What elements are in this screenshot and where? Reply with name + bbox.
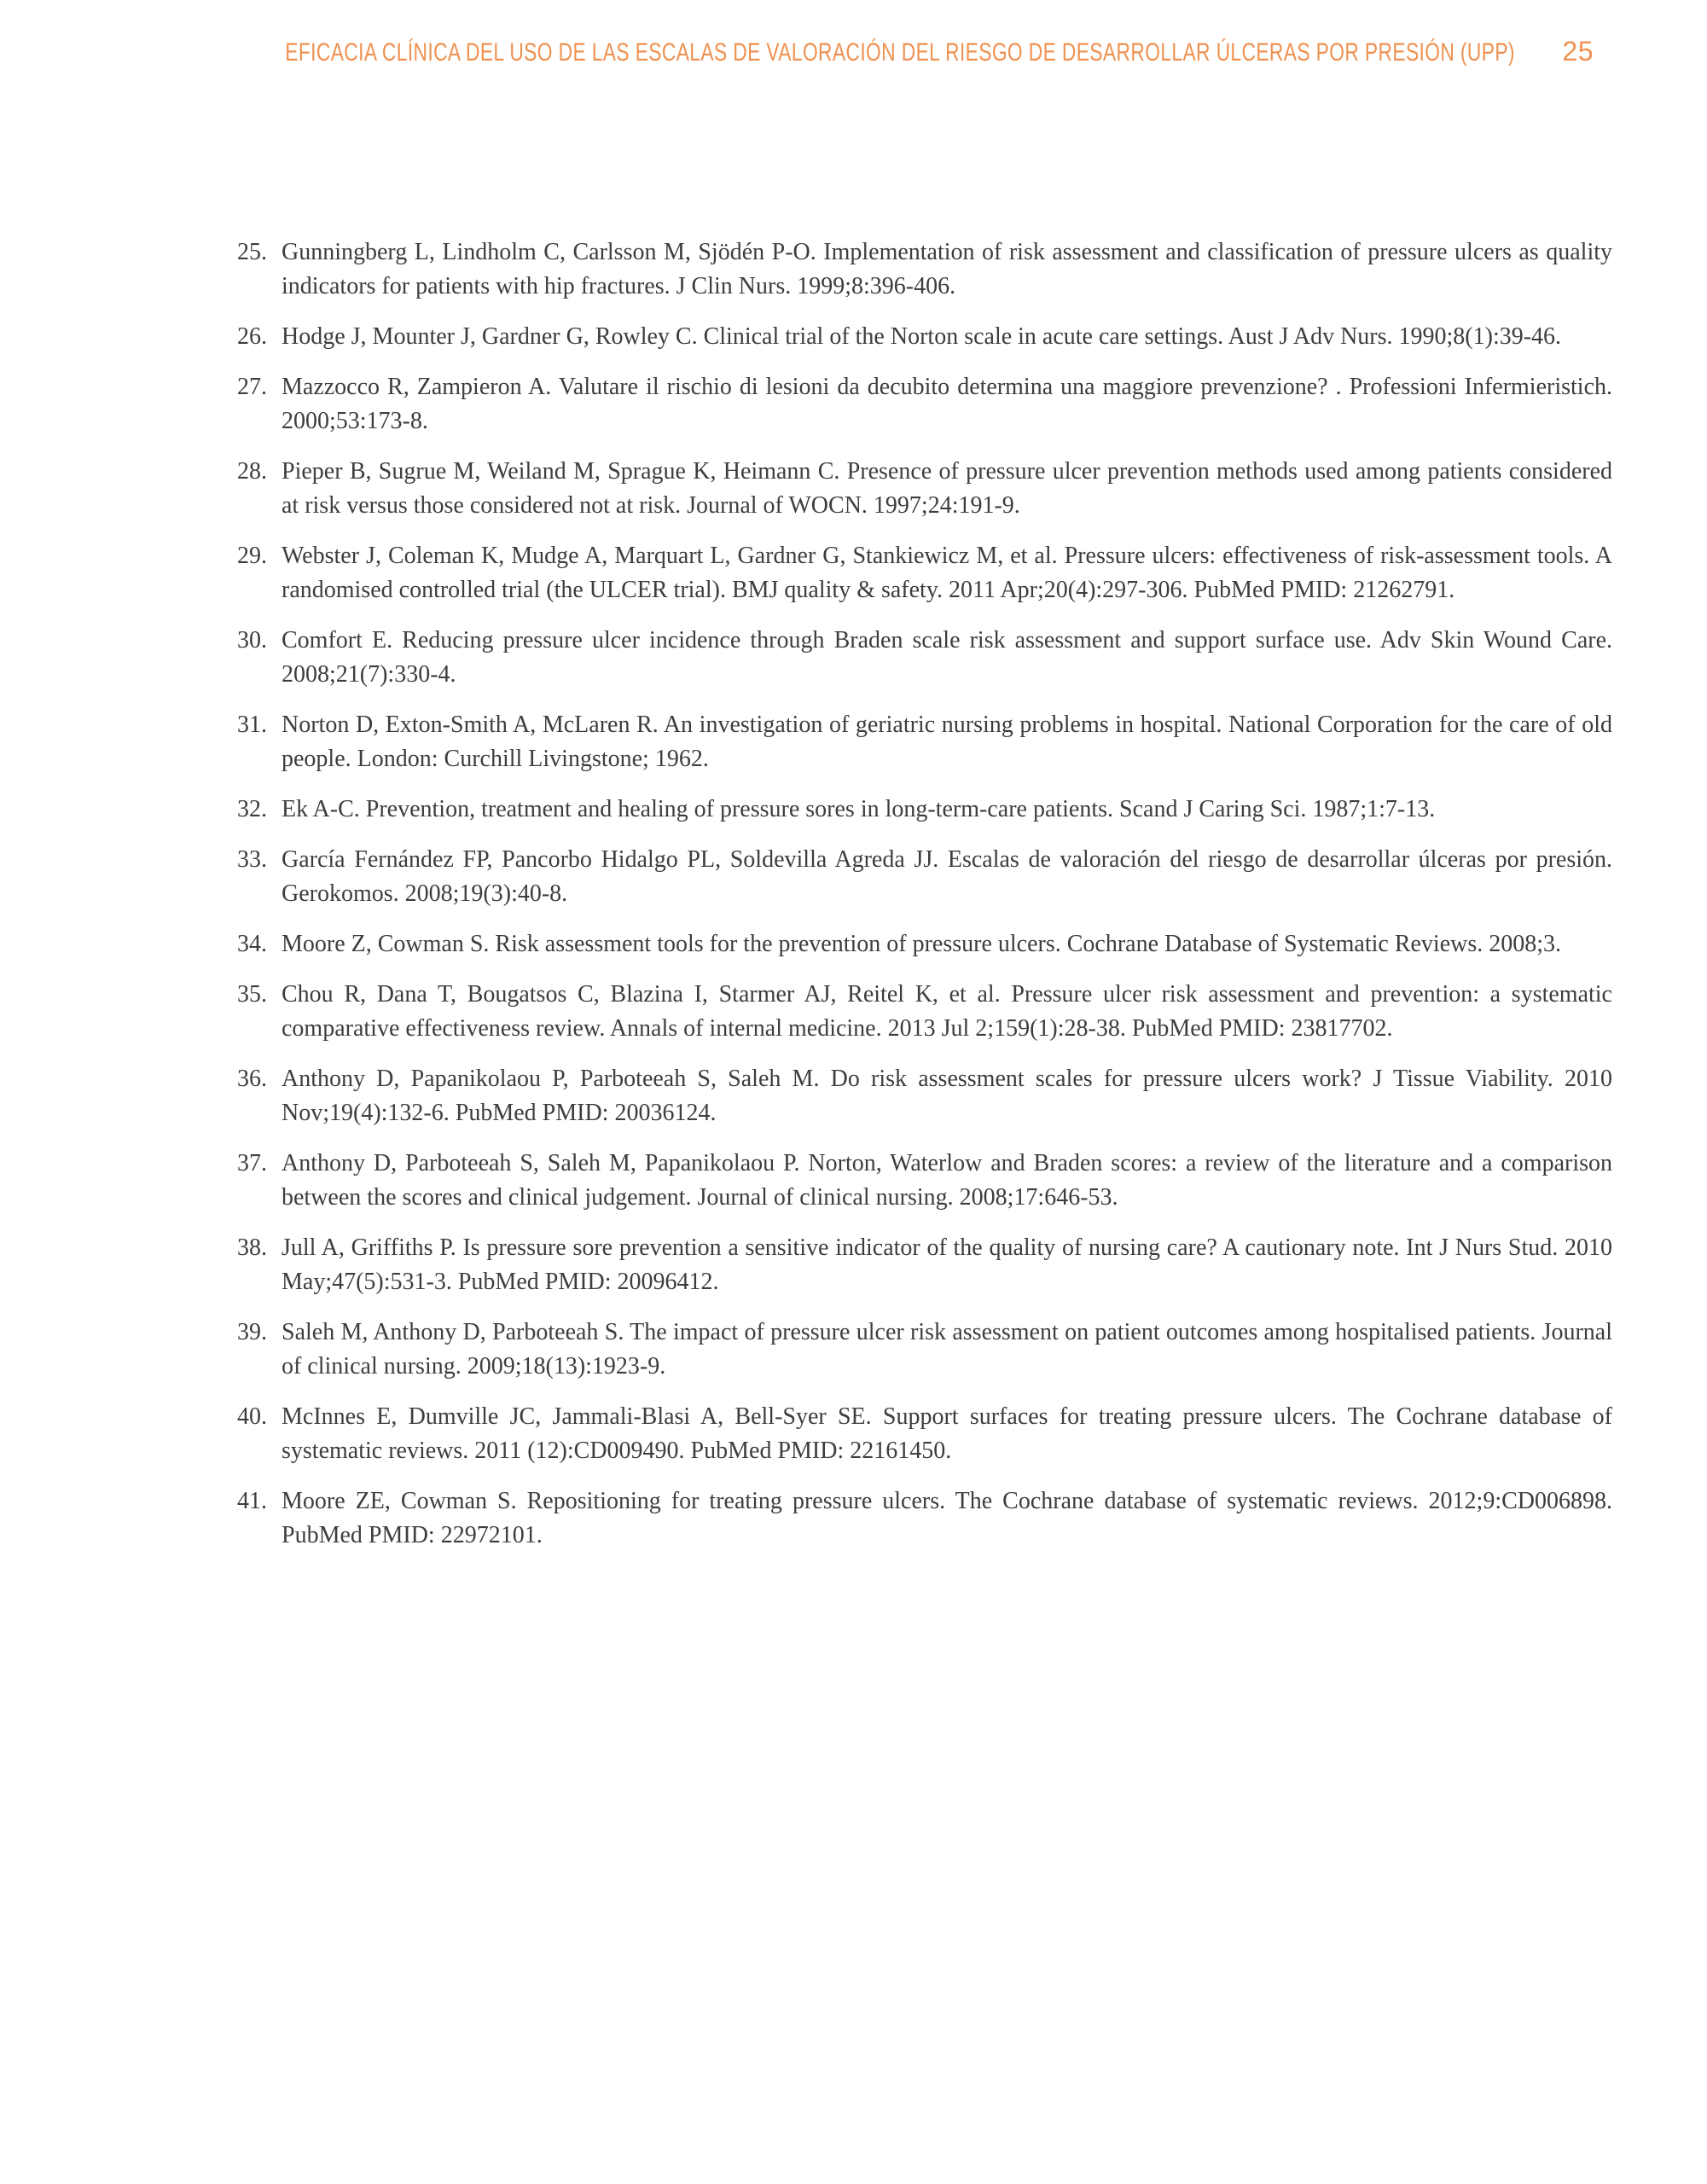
reference-number: 25. bbox=[237, 239, 267, 265]
reference-item bbox=[237, 1484, 1612, 1553]
reference-item bbox=[237, 320, 1612, 354]
reference-item bbox=[237, 235, 1612, 304]
reference-text: Mazzocco R, Zampieron A. Valutare il rischio di lesioni da decubito determina una maggiore prevenzione? . Professioni Infermieristich. 2000;53:173-8. bbox=[282, 374, 1612, 434]
reference-item bbox=[237, 539, 1612, 607]
reference-item bbox=[237, 927, 1612, 961]
reference-item bbox=[237, 1400, 1612, 1468]
reference-number: 29. bbox=[237, 543, 267, 569]
page-number: 25 bbox=[1562, 36, 1594, 67]
reference-number: 36. bbox=[237, 1066, 267, 1092]
reference-number: 32. bbox=[237, 796, 267, 822]
reference-number: 40. bbox=[237, 1403, 267, 1430]
reference-number: 34. bbox=[237, 931, 267, 957]
reference-text: Anthony D, Parboteeah S, Saleh M, Papanikolaou P. Norton, Waterlow and Braden scores: a review of the literature and a comparison between the scores and clinical judgement. Journal of clinical nursing. 2008;17:646-53. bbox=[282, 1150, 1612, 1211]
reference-number: 27. bbox=[237, 374, 267, 400]
reference-number: 28. bbox=[237, 458, 267, 485]
reference-item bbox=[237, 624, 1612, 692]
reference-number: 30. bbox=[237, 627, 267, 653]
reference-text: Saleh M, Anthony D, Parboteeah S. The impact of pressure ulcer risk assessment on patient outcomes among hospitalised patients. Journal of clinical nursing. 2009;18(13):1923-9. bbox=[282, 1319, 1612, 1380]
reference-text: Ek A-C. Prevention, treatment and healing of pressure sores in long-term-care patients. Scand J Caring Sci. 1987;1:7-13. bbox=[282, 796, 1436, 822]
reference-text: Chou R, Dana T, Bougatsos C, Blazina I, Starmer AJ, Reitel K, et al. Pressure ulcer risk assessment and prevention: a systematic comparative effectiveness review. Annals of internal medicine. 2013 Jul 2;159(1):28-38. PubMed PMID: 23817702. bbox=[282, 981, 1612, 1042]
reference-number: 39. bbox=[237, 1319, 267, 1345]
reference-number: 26. bbox=[237, 323, 267, 350]
reference-item bbox=[237, 455, 1612, 523]
running-header-title: EFICACIA CLÍNICA DEL USO DE LAS ESCALAS DE VALORACIÓN DEL RIESGO DE DESARROLLAR ÚLCERAS POR PRESIÓN (UPP) bbox=[284, 38, 1515, 67]
running-header bbox=[0, 36, 1594, 67]
reference-item bbox=[237, 1316, 1612, 1384]
reference-number: 37. bbox=[237, 1150, 267, 1176]
reference-text: McInnes E, Dumville JC, Jammali-Blasi A, Bell-Syer SE. Support surfaces for treating pressure ulcers. The Cochrane database of systematic reviews. 2011 (12):CD009490. PubMed PMID: 22161450. bbox=[282, 1403, 1612, 1464]
reference-text: Moore Z, Cowman S. Risk assessment tools for the prevention of pressure ulcers. Cochrane Database of Systematic Reviews. 2008;3. bbox=[282, 931, 1562, 957]
reference-text: Comfort E. Reducing pressure ulcer incidence through Braden scale risk assessment and support surface use. Adv Skin Wound Care. 2008;21(7):330-4. bbox=[282, 627, 1612, 688]
reference-text: García Fernández FP, Pancorbo Hidalgo PL, Soldevilla Agreda JJ. Escalas de valoración del riesgo de desarrollar úlceras por presión. Gerokomos. 2008;19(3):40-8. bbox=[282, 846, 1612, 907]
reference-item bbox=[237, 1062, 1612, 1130]
reference-item bbox=[237, 793, 1612, 827]
reference-number: 35. bbox=[237, 981, 267, 1008]
reference-text: Gunningberg L, Lindholm C, Carlsson M, Sjödén P-O. Implementation of risk assessment and classification of pressure ulcers as quality indicators for patients with hip fractures. J Clin Nurs. 1999;8:396-406. bbox=[282, 239, 1612, 299]
reference-number: 41. bbox=[237, 1488, 267, 1514]
reference-item bbox=[237, 1231, 1612, 1299]
reference-number: 38. bbox=[237, 1234, 267, 1261]
reference-number: 33. bbox=[237, 846, 267, 873]
reference-text: Hodge J, Mounter J, Gardner G, Rowley C. Clinical trial of the Norton scale in acute care settings. Aust J Adv Nurs. 1990;8(1):39-46. bbox=[282, 323, 1562, 350]
reference-item bbox=[237, 843, 1612, 911]
reference-text: Norton D, Exton-Smith A, McLaren R. An investigation of geriatric nursing problems in hospital. National Corporation for the care of old people. London: Curchill Livingstone; 1962. bbox=[282, 712, 1612, 772]
reference-number: 31. bbox=[237, 712, 267, 738]
reference-item bbox=[237, 1147, 1612, 1215]
reference-text: Moore ZE, Cowman S. Repositioning for treating pressure ulcers. The Cochrane database of systematic reviews. 2012;9:CD006898. PubMed PMID: 22972101. bbox=[282, 1488, 1612, 1548]
reference-item bbox=[237, 370, 1612, 439]
reference-item bbox=[237, 978, 1612, 1046]
reference-text: Webster J, Coleman K, Mudge A, Marquart L, Gardner G, Stankiewicz M, et al. Pressure ulcers: effectiveness of risk-assessment tools. A randomised controlled trial (the ULCER trial). BMJ quality & safety. 2011 Apr;20(4):297-306. PubMed PMID: 21262791. bbox=[282, 543, 1612, 603]
reference-list bbox=[237, 235, 1612, 1569]
reference-text: Anthony D, Papanikolaou P, Parboteeah S, Saleh M. Do risk assessment scales for pressure ulcers work? J Tissue Viability. 2010 Nov;19(4):132-6. PubMed PMID: 20036124. bbox=[282, 1066, 1612, 1126]
reference-text: Pieper B, Sugrue M, Weiland M, Sprague K, Heimann C. Presence of pressure ulcer prevention methods used among patients considered at risk versus those considered not at risk. Journal of WOCN. 1997;24:191-9. bbox=[282, 458, 1612, 519]
reference-item bbox=[237, 708, 1612, 776]
reference-text: Jull A, Griffiths P. Is pressure sore prevention a sensitive indicator of the quality of nursing care? A cautionary note. Int J Nurs Stud. 2010 May;47(5):531-3. PubMed PMID: 20096412. bbox=[282, 1234, 1612, 1295]
